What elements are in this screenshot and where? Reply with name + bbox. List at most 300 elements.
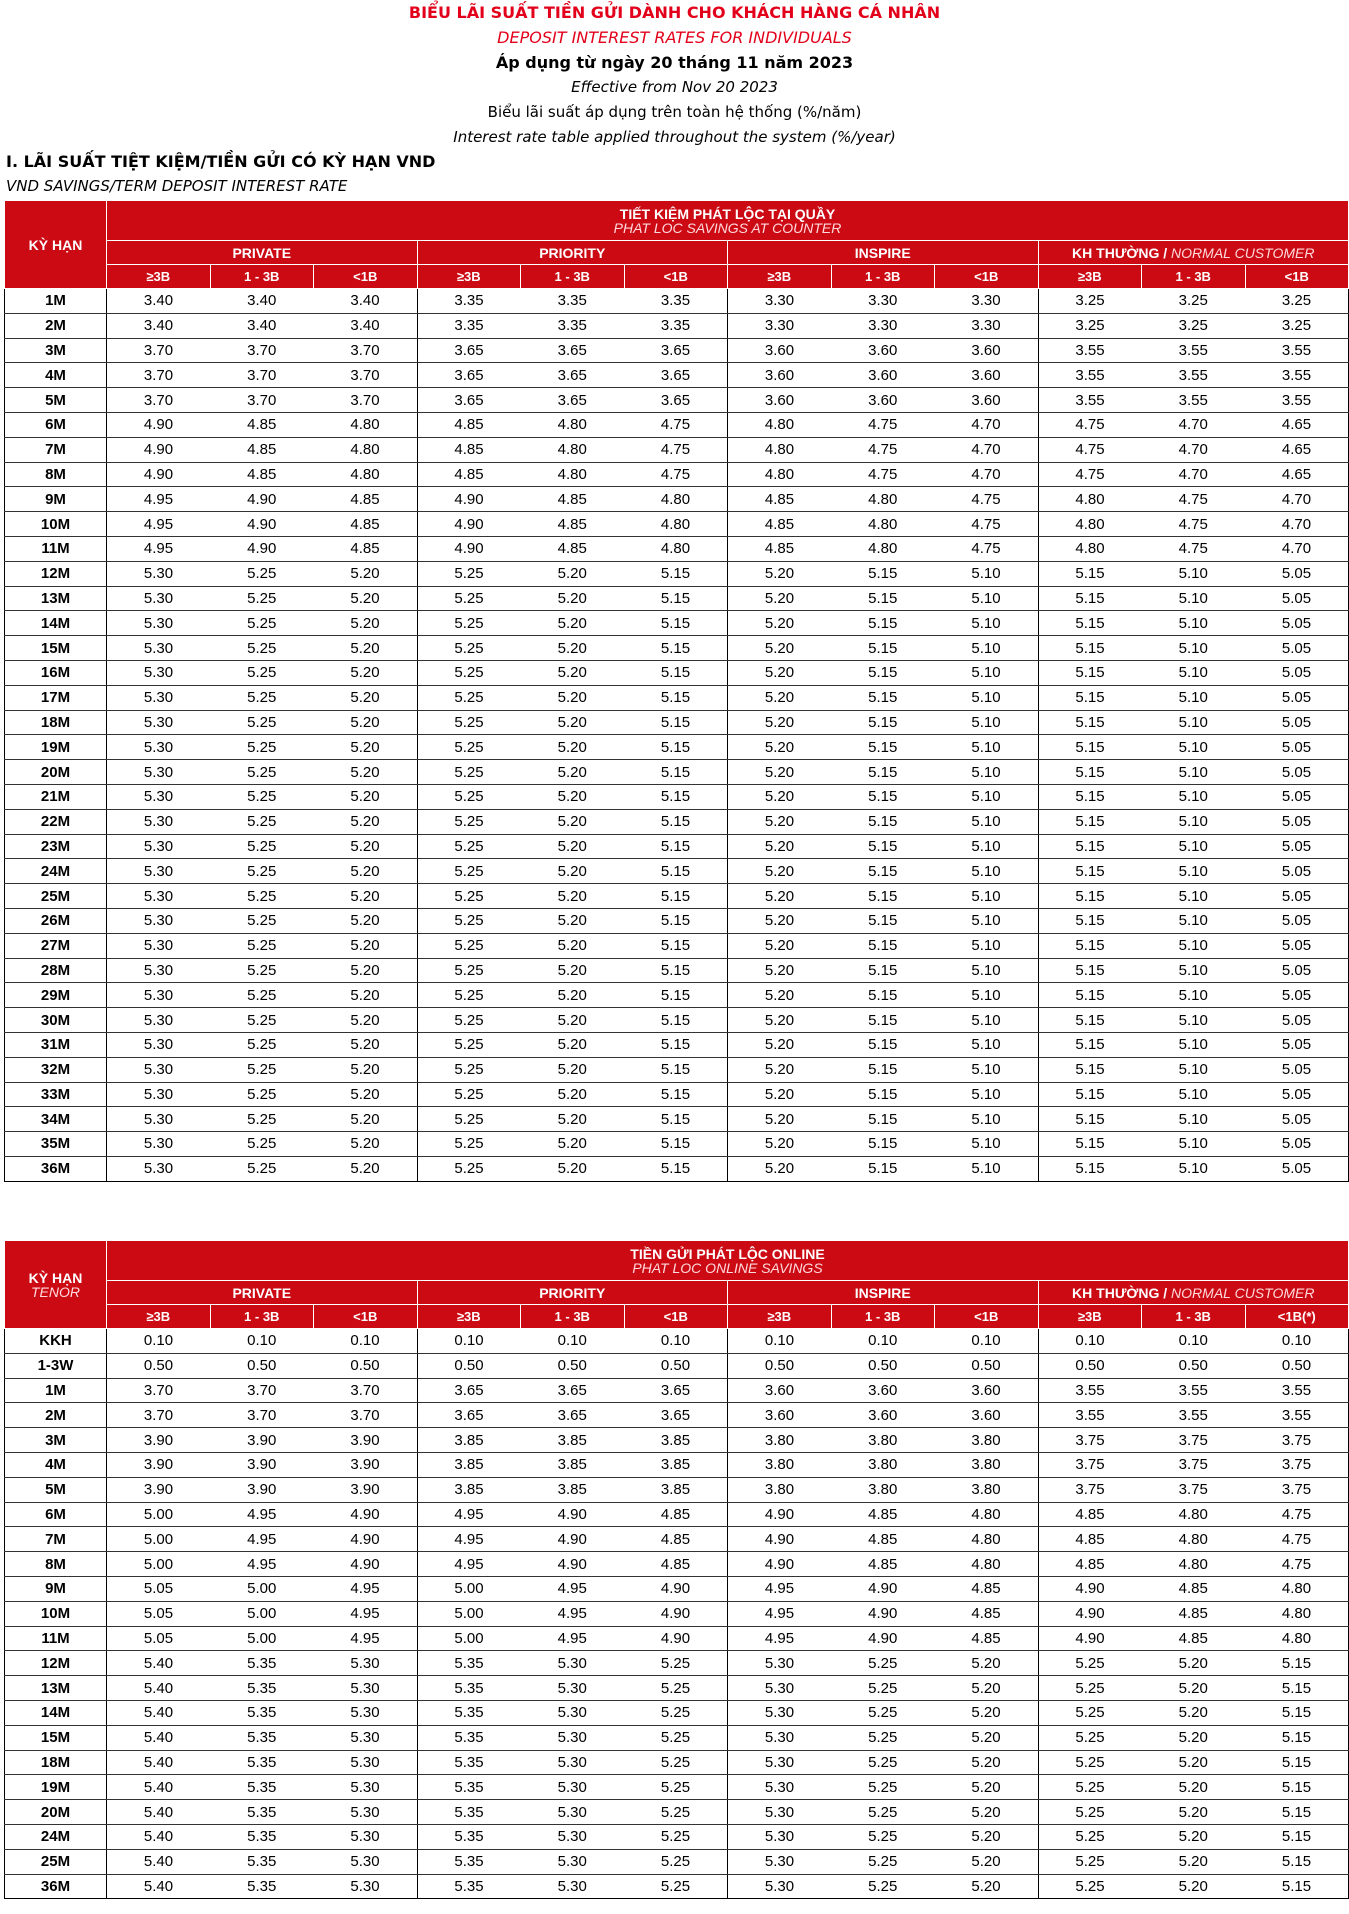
rate-cell: 5.30 <box>728 1849 832 1874</box>
rate-cell: 4.95 <box>417 1527 521 1552</box>
rate-cell: 5.25 <box>831 1849 935 1874</box>
rate-cell: 5.05 <box>1245 1156 1349 1181</box>
product-name-vi: TIỀN GỬI PHÁT LỘC ONLINE <box>630 1245 825 1262</box>
rate-cell: 5.10 <box>1142 561 1246 586</box>
term-cell: 15M <box>5 1725 107 1750</box>
rate-cell: 4.80 <box>314 412 418 437</box>
rate-cell: 5.25 <box>831 1824 935 1849</box>
rate-cell: 5.25 <box>624 1824 728 1849</box>
rate-cell: 3.40 <box>314 289 418 314</box>
product-header <box>107 1241 1349 1281</box>
rate-cell: 5.20 <box>314 1032 418 1057</box>
rate-cell: 4.95 <box>521 1576 625 1601</box>
rate-cell: 4.85 <box>624 1552 728 1577</box>
rate-cell: 5.10 <box>1142 859 1246 884</box>
rate-cell: 5.20 <box>521 809 625 834</box>
rate-cell: 5.25 <box>417 636 521 661</box>
rate-cell: 5.10 <box>935 958 1039 983</box>
rate-cell: 5.25 <box>831 1800 935 1825</box>
rate-cell: 5.05 <box>107 1601 211 1626</box>
rate-cell: 5.30 <box>314 1651 418 1676</box>
tier-header: ≥3B <box>1038 1305 1142 1329</box>
rate-cell: 5.25 <box>210 710 314 735</box>
rate-cell: 0.50 <box>314 1353 418 1378</box>
rate-cell: 4.95 <box>107 487 211 512</box>
rate-cell: 5.20 <box>521 660 625 685</box>
rate-cell: 4.90 <box>314 1502 418 1527</box>
section-title-en: VND SAVINGS/TERM DEPOSIT INTEREST RATE <box>6 177 348 195</box>
rate-cell: 4.70 <box>935 437 1039 462</box>
table-row <box>5 1403 1349 1428</box>
rate-cell: 0.10 <box>1245 1329 1349 1354</box>
rate-cell: 3.60 <box>831 1378 935 1403</box>
rate-cell: 5.15 <box>624 586 728 611</box>
rate-cell: 4.80 <box>935 1552 1039 1577</box>
scope-note-vi: Biểu lãi suất áp dụng trên toàn hệ thống (%/năm) <box>487 103 862 121</box>
rate-cell: 5.20 <box>935 1750 1039 1775</box>
rate-cell: 3.30 <box>728 289 832 314</box>
rate-cell: 4.80 <box>831 536 935 561</box>
rate-cell: 3.55 <box>1038 338 1142 363</box>
tier-header: ≥3B <box>417 265 521 289</box>
rate-cell: 5.25 <box>417 1156 521 1181</box>
rate-cell: 5.25 <box>210 809 314 834</box>
rate-cell: 5.15 <box>831 908 935 933</box>
group-name: INSPIRE <box>854 244 911 261</box>
term-cell: 35M <box>5 1132 107 1157</box>
rate-cell: 5.20 <box>1142 1849 1246 1874</box>
rate-cell: 3.65 <box>624 338 728 363</box>
term-cell: 1M <box>5 289 107 314</box>
rate-cell: 5.30 <box>728 1700 832 1725</box>
rate-cell: 5.10 <box>1142 636 1246 661</box>
rate-cell: 4.80 <box>935 1527 1039 1552</box>
rate-cell: 5.15 <box>831 685 935 710</box>
rate-cell: 5.30 <box>728 1874 832 1899</box>
rate-cell: 3.70 <box>210 363 314 388</box>
term-cell: 15M <box>5 636 107 661</box>
rate-cell: 5.15 <box>1245 1700 1349 1725</box>
rate-cell: 5.30 <box>521 1849 625 1874</box>
rate-cell: 5.25 <box>210 586 314 611</box>
rate-cell: 5.30 <box>107 908 211 933</box>
rate-cell: 5.05 <box>1245 1057 1349 1082</box>
rate-cell: 5.20 <box>314 735 418 760</box>
table-row <box>5 1725 1349 1750</box>
rate-cell: 5.15 <box>1038 884 1142 909</box>
rate-cell: 5.30 <box>107 958 211 983</box>
table-row <box>5 1032 1349 1057</box>
rate-cell: 0.50 <box>1245 1353 1349 1378</box>
term-cell: 2M <box>5 1403 107 1428</box>
rate-cell: 4.85 <box>1142 1601 1246 1626</box>
rate-cell: 5.40 <box>107 1874 211 1899</box>
table-row <box>5 1353 1349 1378</box>
term-cell: 1-3W <box>5 1353 107 1378</box>
table-row <box>5 958 1349 983</box>
title-en: DEPOSIT INTEREST RATES FOR INDIVIDUALS <box>497 28 852 47</box>
rate-cell: 5.15 <box>1038 1107 1142 1132</box>
rate-cell: 5.25 <box>417 884 521 909</box>
rate-cell: 5.20 <box>521 1107 625 1132</box>
rate-cell: 5.10 <box>1142 710 1246 735</box>
rate-cell: 5.10 <box>1142 1032 1246 1057</box>
rate-cell: 5.40 <box>107 1800 211 1825</box>
rate-cell: 3.40 <box>210 313 314 338</box>
rate-cell: 5.20 <box>521 834 625 859</box>
rate-cell: 5.25 <box>831 1700 935 1725</box>
term-cell: 11M <box>5 1626 107 1651</box>
rate-cell: 5.25 <box>831 1676 935 1701</box>
rate-cell: 5.20 <box>521 735 625 760</box>
rate-cell: 5.25 <box>210 685 314 710</box>
term-cell: 19M <box>5 735 107 760</box>
table-row <box>5 289 1349 314</box>
table-row <box>5 1329 1349 1354</box>
group-name: PRIORITY <box>539 1284 606 1301</box>
group-name: PRIORITY <box>539 244 606 261</box>
rate-cell: 5.35 <box>417 1800 521 1825</box>
tier-header: <1B <box>935 265 1039 289</box>
tier-header: 1 - 3B <box>831 265 935 289</box>
rate-cell: 3.55 <box>1038 363 1142 388</box>
rate-cell: 3.70 <box>210 1378 314 1403</box>
rate-cell: 4.85 <box>314 512 418 537</box>
table-row <box>5 363 1349 388</box>
rate-cell: 5.25 <box>210 1132 314 1157</box>
term-header-vi: KỲ HẠN <box>28 1269 83 1286</box>
rate-cell: 3.65 <box>521 1403 625 1428</box>
tier-header: ≥3B <box>1038 265 1142 289</box>
rate-cell: 5.35 <box>210 1849 314 1874</box>
table-row <box>5 1750 1349 1775</box>
rate-cell: 4.65 <box>1245 412 1349 437</box>
rate-cell: 5.20 <box>728 760 832 785</box>
rate-cell: 4.90 <box>521 1502 625 1527</box>
scope-note-en: Interest rate table applied throughout the system (%/year) <box>453 128 896 146</box>
rate-cell: 5.40 <box>107 1700 211 1725</box>
rate-cell: 5.15 <box>624 1032 728 1057</box>
rate-cell: 3.75 <box>1038 1452 1142 1477</box>
rate-cell: 5.15 <box>1245 1750 1349 1775</box>
rate-cell: 4.85 <box>1038 1502 1142 1527</box>
rate-cell: 5.10 <box>935 611 1039 636</box>
rate-cell: 5.15 <box>831 636 935 661</box>
rate-cell: 3.40 <box>107 313 211 338</box>
rate-cell: 3.60 <box>831 388 935 413</box>
term-cell: 13M <box>5 586 107 611</box>
rate-cell: 4.90 <box>417 512 521 537</box>
rate-cell: 4.85 <box>210 462 314 487</box>
rate-cell: 5.20 <box>521 1156 625 1181</box>
rate-cell: 4.85 <box>831 1527 935 1552</box>
rate-cell: 5.20 <box>1142 1676 1246 1701</box>
rate-cell: 3.85 <box>521 1428 625 1453</box>
rate-cell: 5.10 <box>1142 1132 1246 1157</box>
rate-cell: 5.30 <box>314 1849 418 1874</box>
term-cell: 21M <box>5 784 107 809</box>
rate-cell: 5.10 <box>1142 760 1246 785</box>
term-cell: 14M <box>5 611 107 636</box>
rate-cell: 5.30 <box>107 1057 211 1082</box>
rate-cell: 5.00 <box>210 1601 314 1626</box>
rate-cell: 5.30 <box>107 710 211 735</box>
rate-cell: 5.25 <box>417 784 521 809</box>
rate-cell: 3.65 <box>417 1403 521 1428</box>
rate-cell: 5.30 <box>521 1775 625 1800</box>
rate-cell: 4.85 <box>521 512 625 537</box>
rate-cell: 5.25 <box>624 1676 728 1701</box>
rate-cell: 5.25 <box>417 735 521 760</box>
rate-cell: 5.15 <box>1245 1800 1349 1825</box>
rate-cell: 4.75 <box>1245 1527 1349 1552</box>
rate-cell: 0.10 <box>831 1329 935 1354</box>
rate-cell: 5.30 <box>107 561 211 586</box>
rate-cell: 5.10 <box>1142 933 1246 958</box>
group-header <box>107 1281 418 1305</box>
rate-cell: 5.15 <box>831 760 935 785</box>
rate-cell: 3.55 <box>1142 338 1246 363</box>
rate-cell: 3.80 <box>728 1477 832 1502</box>
rate-cell: 5.35 <box>210 1874 314 1899</box>
rate-cell: 5.20 <box>728 908 832 933</box>
rate-cell: 5.20 <box>728 1107 832 1132</box>
rate-cell: 5.10 <box>935 735 1039 760</box>
rate-cell: 5.20 <box>521 611 625 636</box>
table-row <box>5 1700 1349 1725</box>
rate-cell: 4.85 <box>935 1601 1039 1626</box>
rate-cell: 4.90 <box>107 437 211 462</box>
rate-cell: 5.20 <box>314 586 418 611</box>
rate-cell: 5.40 <box>107 1824 211 1849</box>
rate-cell: 5.15 <box>1038 1132 1142 1157</box>
table-row <box>5 1800 1349 1825</box>
rate-cell: 5.10 <box>1142 884 1246 909</box>
rate-cell: 5.25 <box>831 1874 935 1899</box>
rate-cell: 4.80 <box>728 437 832 462</box>
rate-cell: 3.85 <box>624 1452 728 1477</box>
rate-cell: 4.75 <box>1245 1502 1349 1527</box>
rate-cell: 5.30 <box>521 1700 625 1725</box>
rate-cell: 5.25 <box>417 1008 521 1033</box>
rate-cell: 5.30 <box>314 1775 418 1800</box>
rate-cell: 3.60 <box>728 363 832 388</box>
rate-cell: 5.20 <box>728 958 832 983</box>
rate-cell: 0.50 <box>521 1353 625 1378</box>
rate-cell: 4.85 <box>417 412 521 437</box>
term-cell: 25M <box>5 1849 107 1874</box>
rate-cell: 4.65 <box>1245 437 1349 462</box>
rate-cell: 4.95 <box>728 1626 832 1651</box>
rate-cell: 3.55 <box>1245 1378 1349 1403</box>
rate-cell: 5.35 <box>417 1651 521 1676</box>
rate-cell: 4.80 <box>1142 1552 1246 1577</box>
rate-cell: 5.25 <box>831 1775 935 1800</box>
rate-cell: 4.75 <box>1038 412 1142 437</box>
rate-cell: 5.35 <box>417 1725 521 1750</box>
rate-cell: 3.70 <box>107 388 211 413</box>
rate-cell: 4.75 <box>1038 437 1142 462</box>
table-row <box>5 834 1349 859</box>
rate-cell: 5.20 <box>728 809 832 834</box>
rate-cell: 5.15 <box>1038 859 1142 884</box>
tier-header: 1 - 3B <box>1142 265 1246 289</box>
rate-cell: 4.70 <box>935 462 1039 487</box>
product-name-en: PHAT LOC SAVINGS AT COUNTER <box>613 219 842 236</box>
rate-cell: 5.30 <box>521 1874 625 1899</box>
term-cell: 25M <box>5 884 107 909</box>
rate-cell: 5.25 <box>417 685 521 710</box>
rate-cell: 5.00 <box>107 1502 211 1527</box>
rate-cell: 3.65 <box>417 388 521 413</box>
rate-cell: 5.15 <box>831 1156 935 1181</box>
rate-cell: 5.10 <box>935 884 1039 909</box>
rate-cell: 3.30 <box>935 313 1039 338</box>
rate-cell: 5.20 <box>728 859 832 884</box>
rate-cell: 5.15 <box>624 561 728 586</box>
term-cell: 22M <box>5 809 107 834</box>
rate-cell: 5.35 <box>417 1874 521 1899</box>
rate-cell: 5.15 <box>1038 1008 1142 1033</box>
rate-cell: 5.15 <box>1038 586 1142 611</box>
rate-cell: 3.70 <box>107 338 211 363</box>
rate-cell: 4.80 <box>624 487 728 512</box>
rate-cell: 5.25 <box>210 859 314 884</box>
term-cell: 7M <box>5 1527 107 1552</box>
rate-cell: 3.90 <box>210 1477 314 1502</box>
rate-cell: 5.25 <box>1038 1874 1142 1899</box>
rate-cell: 5.35 <box>210 1676 314 1701</box>
rate-cell: 5.30 <box>107 933 211 958</box>
term-cell: 10M <box>5 1601 107 1626</box>
rate-cell: 5.25 <box>210 735 314 760</box>
rate-cell: 5.15 <box>624 834 728 859</box>
rate-cell: 3.25 <box>1038 313 1142 338</box>
rate-cell: 5.25 <box>417 983 521 1008</box>
rate-cell: 5.10 <box>935 1032 1039 1057</box>
group-header <box>417 1281 728 1305</box>
table-row <box>5 660 1349 685</box>
rate-cell: 5.25 <box>831 1725 935 1750</box>
rate-cell: 5.10 <box>935 1057 1039 1082</box>
rate-cell: 5.20 <box>314 1156 418 1181</box>
rate-cell: 5.25 <box>1038 1651 1142 1676</box>
rate-cell: 4.75 <box>1038 462 1142 487</box>
rate-cell: 4.90 <box>107 462 211 487</box>
rate-cell: 4.85 <box>935 1626 1039 1651</box>
rate-cell: 5.20 <box>521 958 625 983</box>
rate-cell: 4.85 <box>521 536 625 561</box>
rate-cell: 5.05 <box>1245 1107 1349 1132</box>
rate-cell: 5.20 <box>314 1057 418 1082</box>
table-row <box>5 1552 1349 1577</box>
rate-cell: 5.30 <box>107 1132 211 1157</box>
rate-cell: 5.35 <box>210 1651 314 1676</box>
rate-cell: 5.25 <box>417 834 521 859</box>
rate-cell: 5.20 <box>521 908 625 933</box>
rate-cell: 5.20 <box>935 1849 1039 1874</box>
term-cell: 20M <box>5 1800 107 1825</box>
tier-header: 1 - 3B <box>521 1305 625 1329</box>
table-row <box>5 1676 1349 1701</box>
rate-cell: 5.20 <box>314 859 418 884</box>
product-name-en: PHAT LOC ONLINE SAVINGS <box>632 1259 823 1276</box>
rate-cell: 5.10 <box>935 660 1039 685</box>
rate-cell: 3.65 <box>624 363 728 388</box>
rate-cell: 3.90 <box>210 1428 314 1453</box>
rate-cell: 4.90 <box>728 1502 832 1527</box>
rate-cell: 3.40 <box>210 289 314 314</box>
rate-cell: 5.20 <box>521 1032 625 1057</box>
rate-cell: 3.65 <box>417 1378 521 1403</box>
rate-cell: 5.10 <box>935 1107 1039 1132</box>
rate-cell: 3.65 <box>624 388 728 413</box>
term-cell: 6M <box>5 1502 107 1527</box>
term-cell: 36M <box>5 1156 107 1181</box>
rate-cell: 4.70 <box>1245 487 1349 512</box>
table-row <box>5 710 1349 735</box>
rate-cell: 3.90 <box>107 1477 211 1502</box>
rate-cell: 4.70 <box>1142 437 1246 462</box>
rate-cell: 4.70 <box>1245 536 1349 561</box>
rate-cell: 4.95 <box>728 1601 832 1626</box>
rate-cell: 3.55 <box>1245 1403 1349 1428</box>
rate-cell: 3.60 <box>831 363 935 388</box>
rate-cell: 3.85 <box>417 1452 521 1477</box>
rate-cell: 5.15 <box>831 611 935 636</box>
rate-cell: 4.75 <box>624 412 728 437</box>
rate-cell: 3.90 <box>107 1428 211 1453</box>
rate-cell: 5.30 <box>521 1651 625 1676</box>
rate-cell: 5.10 <box>935 784 1039 809</box>
table-row <box>5 561 1349 586</box>
rate-cell: 4.95 <box>107 512 211 537</box>
rate-cell: 4.95 <box>210 1552 314 1577</box>
rate-cell: 5.30 <box>107 884 211 909</box>
rate-cell: 5.15 <box>831 735 935 760</box>
table-row <box>5 1082 1349 1107</box>
rate-cell: 4.85 <box>1142 1576 1246 1601</box>
rate-cell: 5.00 <box>107 1527 211 1552</box>
rate-cell: 3.80 <box>935 1428 1039 1453</box>
rate-cell: 5.10 <box>935 561 1039 586</box>
term-cell: 4M <box>5 363 107 388</box>
rate-cell: 5.20 <box>521 1057 625 1082</box>
term-cell: 18M <box>5 1750 107 1775</box>
term-cell: 28M <box>5 958 107 983</box>
term-cell: 4M <box>5 1452 107 1477</box>
rate-cell: 4.85 <box>728 512 832 537</box>
rate-cell: 5.15 <box>624 1057 728 1082</box>
rate-cell: 5.10 <box>935 636 1039 661</box>
tier-header: <1B <box>314 1305 418 1329</box>
rate-cell: 5.15 <box>1245 1725 1349 1750</box>
rate-cell: 0.50 <box>210 1353 314 1378</box>
term-cell: 8M <box>5 1552 107 1577</box>
table-row <box>5 1107 1349 1132</box>
effective-date-vi: Áp dụng từ ngày 20 tháng 11 năm 2023 <box>495 53 854 72</box>
table-row <box>5 1008 1349 1033</box>
rate-cell: 5.15 <box>831 1032 935 1057</box>
rate-cell: 5.30 <box>728 1676 832 1701</box>
rate-cell: 3.80 <box>831 1452 935 1477</box>
rate-cell: 5.20 <box>521 636 625 661</box>
rate-cell: 3.60 <box>935 338 1039 363</box>
rate-cell: 3.75 <box>1038 1428 1142 1453</box>
rate-cell: 5.35 <box>417 1700 521 1725</box>
rate-cell: 5.15 <box>1038 1057 1142 1082</box>
rate-cell: 3.55 <box>1142 363 1246 388</box>
